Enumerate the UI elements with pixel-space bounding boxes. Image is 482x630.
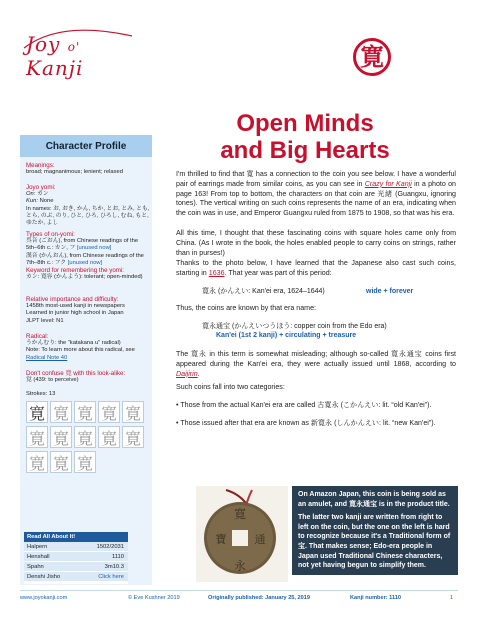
names-value: お, おき, かん, ちか, とお, とみ, とも, とら, のぶ, のり, ひと, ひろ, ひろし, むね, もと, ゆたか, よし [26,205,150,227]
coin-meaning: Kan'ei (1st 2 kanji) + circulating + treasure [216,332,357,339]
denshi-jisho-link[interactable]: Click here [98,574,124,580]
kanon-unused: [unused now] [67,259,103,266]
bullet-old-kanei: • Those from the actual Kan'ei era are called 古寛永 (こかんえい: lit. “old Kan'ei”). [176,401,432,409]
paragraph-3: Thanks to the photo below, I have learned that the Japanese also cast such coins, starting in 1636. That year was part of this period: [176,259,456,277]
coin-name: 寛永通宝 (かんえいつうほう: copper coin from the Edo era) [202,323,387,330]
kun-value: None [39,198,54,205]
importance-jlpt: JLPT level: N1 [26,317,64,324]
footer-page-number: 1 [450,595,454,601]
kun-label: Kun: [26,198,38,205]
reference-value: 3m10.3 [104,564,124,570]
lookalike-section [26,370,150,384]
coin-icon [196,486,288,582]
caption-para-2: The latter two kanji are written from right to left on the coin, but the one on the left is hard to recognize because it's a Traditional form of 宝. That makes sense; Edo-era people in Japan used Traditional Chinese characters, not yet having begun to simplify them. [298,514,451,570]
book-link[interactable]: Crazy for Kanji [364,179,412,188]
reference-value: 1502/2031 [96,544,124,550]
reference-box [24,532,128,584]
stroke-order-cell: 寛 [122,426,144,448]
footer-published: Originally published: January 25, 2019 [208,595,310,601]
reference-row [24,542,128,552]
paragraph-2: All this time, I thought that these fascinating coins with square holes came only from China. (As I wrote in the book, the holes enabled people to carry coins on strings, rather than in purses!) [176,229,456,257]
meanings-value: broad; magnanimous; lenient; relaxed [26,169,123,176]
kanji-badge-char: 寛 [360,43,384,71]
stroke-order-cell: 寛 [74,401,96,423]
radical-name: うかんむり: the “katakana u” radical) [26,340,121,347]
svg-text:永: 永 [233,559,247,573]
svg-text:通: 通 [254,533,266,546]
paragraph-1: I'm thrilled to find that 寛 has a connection to the coin you see below. I have a wonderful pair of earrings made from similar coins, as you can see in Crazy for Kanji in a photo on page 163! From top to bottom, the characters on that coin are 光緒 (Guangxu, ignoring tones). The vertical writing on such coins represents the name of an era, indicating when the coin was in use, and Emperor Guangxu ruled from 1875 to 1908, so that was his era. [176,170,456,218]
daijirin-link[interactable]: Daijirin [176,369,198,378]
joyo-label: Joyo yomi: [26,184,56,191]
stroke-order-cell: 寛 [98,426,120,448]
stroke-order-cell: 寛 [74,451,96,473]
stroke-order-cell: 寛 [26,401,48,423]
stroke-order-cell: 寛 [50,426,72,448]
types-label: Types of on-yomi: [26,231,75,238]
sidebar-header: Character Profile [20,135,152,157]
joyo-yomi-section [26,184,150,227]
meanings-section [26,162,150,176]
radical-section [26,333,150,362]
goon-unused: [unused now] [76,245,112,252]
keyword-value: カン: 寛容 (かんよう): tolerant; open-minded) [26,274,143,281]
stroke-order-cell: 寛 [26,451,48,473]
importance-label: Relative importance and difficulty: [26,296,119,303]
era-meaning: wide + forever [366,288,414,295]
paragraph-4: Thus, the coins are known by that era name: [176,304,316,312]
reference-name: Henshall [27,554,50,560]
stroke-order-cell: 寛 [122,401,144,423]
svg-text:寶: 寶 [215,533,227,546]
bullet-new-kanei: • Those issued after that era are known as 新寛永 (しんかんえい: lit. “new Kan'ei”). [176,419,436,427]
coin-caption [292,486,458,575]
title-line-1: Open Minds [236,110,374,137]
paragraph-6: Such coins fall into two categories: [176,383,285,391]
radical-note: Note: To learn more about this radical, see [26,347,135,354]
reference-name: Spahn [27,564,44,570]
reference-row [24,552,128,562]
logo-word-kanji: Kanji [26,56,84,80]
title-line-2: and Big Hearts [220,137,390,164]
kanon-text: 漢音 (かんおん), from Chinese readings of the 7th–8th c.: フク [26,252,144,266]
stroke-order-cell: 寛 [98,401,120,423]
kanji-badge [353,38,391,76]
keyword-section [26,267,150,281]
reference-name: Halpern [27,544,48,550]
reference-title: Read All About It! [24,532,128,542]
svg-text:寛: 寛 [233,507,247,521]
lookalike-label: Don't confuse 寛 with this look-alike: [26,370,126,377]
stroke-order-cell: 寛 [74,426,96,448]
logo-word-joy: Joy [26,32,61,56]
on-value: カン [36,191,49,198]
page-title [180,110,430,164]
importance-school: Learned in junior high school in Japan [26,310,124,317]
site-logo[interactable] [20,14,140,80]
character-profile-sidebar [20,135,152,585]
radical-label: Radical: [26,333,49,340]
importance-rank: 1458th most-used kanji in newspapers [26,303,125,310]
names-label: In names: [26,205,52,212]
lookalike-value: 覚 (439: to perceive) [26,377,79,384]
keyword-label: Keyword for remembering the yomi: [26,267,125,274]
strokes-label: Strokes: 13 [26,391,56,397]
coin-name-line [176,322,456,340]
on-label: On: [26,191,36,198]
meanings-label: Meanings: [26,162,55,169]
importance-section [26,296,150,325]
radical-note-link[interactable]: Radical Note 40 [26,354,68,361]
reference-value: 1110 [111,554,124,560]
footer-copyright: © Eve Kushner 2019 [128,595,180,601]
footer-kanji-number: Kanji number: 1110 [350,595,401,601]
reference-row [24,562,128,572]
stroke-order-cell: 寛 [26,426,48,448]
footer-site-link[interactable]: www.joyokanji.com [20,595,68,601]
goon-text: 呉音 (ごおん), from Chinese readings of the 5th–6th c.: カン, フ [26,238,139,252]
reference-row [24,572,128,582]
stroke-order-cell: 寛 [50,451,72,473]
logo-word-o: o' [67,40,81,54]
reference-name: Denshi Jisho [27,574,61,580]
caption-para-1: On Amazon Japan, this coin is being sold as an amulet, and 寛永通宝 is in the product title. [298,491,450,508]
onyomi-types-section [26,231,150,267]
era-name: 寛永 (かんえい: Kan'ei era, 1624–1644) [202,288,325,295]
year-link[interactable]: 1636 [208,268,225,277]
paragraph-5: The 寛永 in this term is somewhat misleading; although so-called 寛永通宝 coins first appeared during the Kan'ei era, they were actually issued until 1868, according to Daijirin. [176,350,456,378]
page-footer [20,590,458,604]
coin-photo [196,486,288,582]
stroke-order-cell: 寛 [50,401,72,423]
